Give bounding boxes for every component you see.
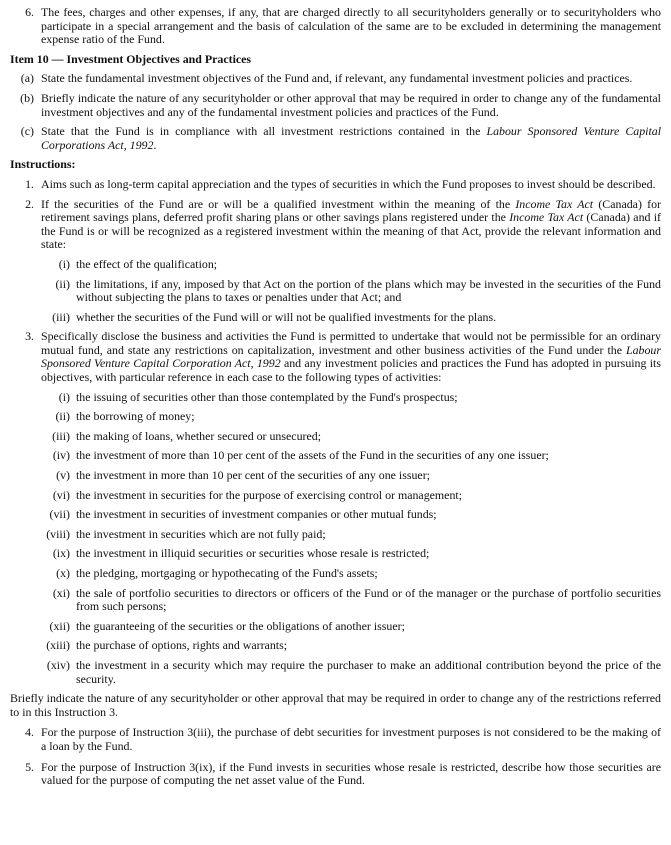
paragraph-text xyxy=(41,125,661,152)
list-item-text: the investment in a security which may require the purchaser to make an additional contribution beyond the price of the security. xyxy=(76,657,661,686)
paragraph-text xyxy=(41,330,661,384)
list-number: (xi) xyxy=(52,585,70,600)
list-item xyxy=(40,508,661,522)
list-number: (a) xyxy=(20,71,34,86)
list-number: (i) xyxy=(58,389,70,404)
list-item xyxy=(40,449,661,463)
list-number: (ix) xyxy=(52,546,70,561)
list-item-text: the investment in more than 10 per cent of the securities of any one issuer; xyxy=(76,468,430,483)
list-number: (ii) xyxy=(55,276,70,291)
text-segment: (Canada) for retirement savings plans, deferred profit sharing plans or other savings plans registered under the xyxy=(41,196,662,225)
instructions-heading: Instructions: xyxy=(10,157,76,172)
paragraph-text: Briefly indicate the nature of any securityholder or other approval that may be required in order to change any of the fundamental investment objectives and any of the fundamental investment policies and practices of the Fund. xyxy=(41,90,661,119)
list-number: (i) xyxy=(58,256,70,271)
instruction-4 xyxy=(10,726,661,753)
item-10-heading: Item 10 — Investment Objectives and Practices xyxy=(10,51,252,66)
list-number: (xiv) xyxy=(46,657,70,672)
text-segment: . xyxy=(153,137,157,152)
paragraph-text: For the purpose of Instruction 3(ix), if the Fund invests in securities whose resale is restricted, describe how those securities are valued for the purpose of computing the net asset value of the Fund. xyxy=(41,759,661,788)
instruction-5 xyxy=(10,761,661,788)
list-item-text: the investment of more than 10 per cent of the assets of the Fund in the securities of any one issuer; xyxy=(76,448,549,463)
instruction-3 xyxy=(10,330,661,384)
list-item-text: the investment in securities which are not fully paid; xyxy=(76,526,326,541)
list-number: 6. xyxy=(25,5,34,19)
instruction-1 xyxy=(10,178,661,192)
list-number: (vii) xyxy=(49,507,70,522)
list-number: (ii) xyxy=(55,409,70,424)
list-item xyxy=(40,258,661,272)
paragraph-text xyxy=(41,198,661,252)
list-number: (iv) xyxy=(52,448,70,463)
list-item-text: the borrowing of money; xyxy=(76,409,195,424)
instruction-2-sublist xyxy=(10,258,661,324)
list-item-text: the pledging, mortgaging or hypothecating of the Fund's assets; xyxy=(76,566,378,580)
list-item xyxy=(40,489,661,503)
list-item-text: the effect of the qualification; xyxy=(76,256,218,271)
instruction-2 xyxy=(10,198,661,252)
list-item xyxy=(40,547,661,561)
item-10-b xyxy=(10,92,661,119)
list-number: 5. xyxy=(25,759,34,774)
list-number: 3. xyxy=(25,329,34,344)
intro-paragraph xyxy=(10,6,661,47)
act-title: Income Tax Act xyxy=(515,196,594,211)
list-number: (viii) xyxy=(46,526,70,541)
list-number: (xiii) xyxy=(46,638,70,653)
list-item xyxy=(40,528,661,542)
list-item xyxy=(40,469,661,483)
act-title: Labour Sponsored Venture Capital Corporations Act, 1992 xyxy=(41,124,661,152)
list-item xyxy=(40,659,661,686)
text-segment: (Canada) and if the Fund is or will be recognized as a registered investment within the meaning of that Act, provide the relevant information and state: xyxy=(41,210,661,252)
list-number: (v) xyxy=(56,468,70,483)
list-item-text: whether the securities of the Fund will or will not be qualified investments for the plans. xyxy=(76,309,497,324)
list-item xyxy=(40,391,661,405)
text-segment: State that the Fund is in compliance with all investment restrictions contained in the xyxy=(41,124,487,139)
paragraph-text: For the purpose of Instruction 3(iii), the purchase of debt securities for investment purposes is not considered to be the making of a loan by the Fund. xyxy=(41,725,661,753)
list-item xyxy=(40,639,661,653)
instruction-3-closing: Briefly indicate the nature of any securityholder or other approval that may be required in order to change any of the restrictions referred to in this Instruction 3. xyxy=(10,691,661,719)
list-number: (x) xyxy=(56,566,70,580)
list-item-text: the investment in securities of investment companies or other mutual funds; xyxy=(76,507,437,522)
instruction-3-sublist xyxy=(10,391,661,687)
list-number: (b) xyxy=(20,90,34,105)
list-item-text: the investment in securities for the purpose of exercising control or management; xyxy=(76,487,462,502)
list-item xyxy=(40,410,661,424)
item-10-a xyxy=(10,72,661,86)
list-item-text: the purchase of options, rights and warrants; xyxy=(76,638,288,653)
list-item-text: the making of loans, whether secured or unsecured; xyxy=(76,428,321,443)
list-number: (xii) xyxy=(49,618,70,633)
list-item xyxy=(40,311,661,325)
list-item xyxy=(40,587,661,614)
list-item-text: the investment in illiquid securities or securities whose resale is restricted; xyxy=(76,546,430,561)
list-number: (iii) xyxy=(52,309,70,324)
list-number: 1. xyxy=(25,176,34,191)
list-number: (vi) xyxy=(52,487,70,502)
paragraph-text: Aims such as long-term capital appreciation and the types of securities in which the Fund proposes to invest should be described. xyxy=(41,176,656,191)
list-number: (iii) xyxy=(52,428,70,443)
paragraph-text: State the fundamental investment objectives of the Fund and, if relevant, any fundamental investment policies and practices. xyxy=(41,71,633,86)
act-title: Labour Sponsored Venture Capital Corporation Act, 1992 xyxy=(41,342,661,371)
act-title: Income Tax Act xyxy=(509,210,584,225)
list-item xyxy=(40,430,661,444)
list-item xyxy=(40,620,661,634)
list-item xyxy=(40,278,661,305)
item-10-c xyxy=(10,125,661,152)
text-segment: Specifically disclose the business and activities the Fund is permitted to undertake that would not be permissible for an ordinary mutual fund, and state any restrictions on capitalization, investment and other business activities of the Fund under the xyxy=(41,329,661,357)
list-number: (c) xyxy=(20,124,34,139)
list-number: 4. xyxy=(25,725,34,740)
list-item xyxy=(40,567,661,581)
text-segment: If the securities of the Fund are or will be a qualified investment within the meaning of the xyxy=(41,196,516,211)
list-item-text: the sale of portfolio securities to directors or officers of the Fund or of the manager or the purchase of portfolio securities from such persons; xyxy=(76,585,661,614)
list-item-text: the issuing of securities other than those contemplated by the Fund's prospectus; xyxy=(76,389,458,404)
text-segment: and any investment policies and practices the Fund has adopted in pursuing its objectives, with particular reference in each case to the following types of activities: xyxy=(41,356,661,385)
list-number: 2. xyxy=(25,196,34,211)
list-item-text: the guaranteeing of the securities or the obligations of another issuer; xyxy=(76,618,405,633)
paragraph-text: The fees, charges and other expenses, if any, that are charged directly to all securityholders generally or to securityholders who participate in a special arrangement and the basis of calculation of the same are to be excluded in determining the management expense ratio of the Fund. xyxy=(41,5,661,47)
list-item-text: the limitations, if any, imposed by that Act on the portion of the plans which may be invested in the securities of the Fund without subjecting the plans to taxes or penalties under that Act; and xyxy=(76,276,661,305)
